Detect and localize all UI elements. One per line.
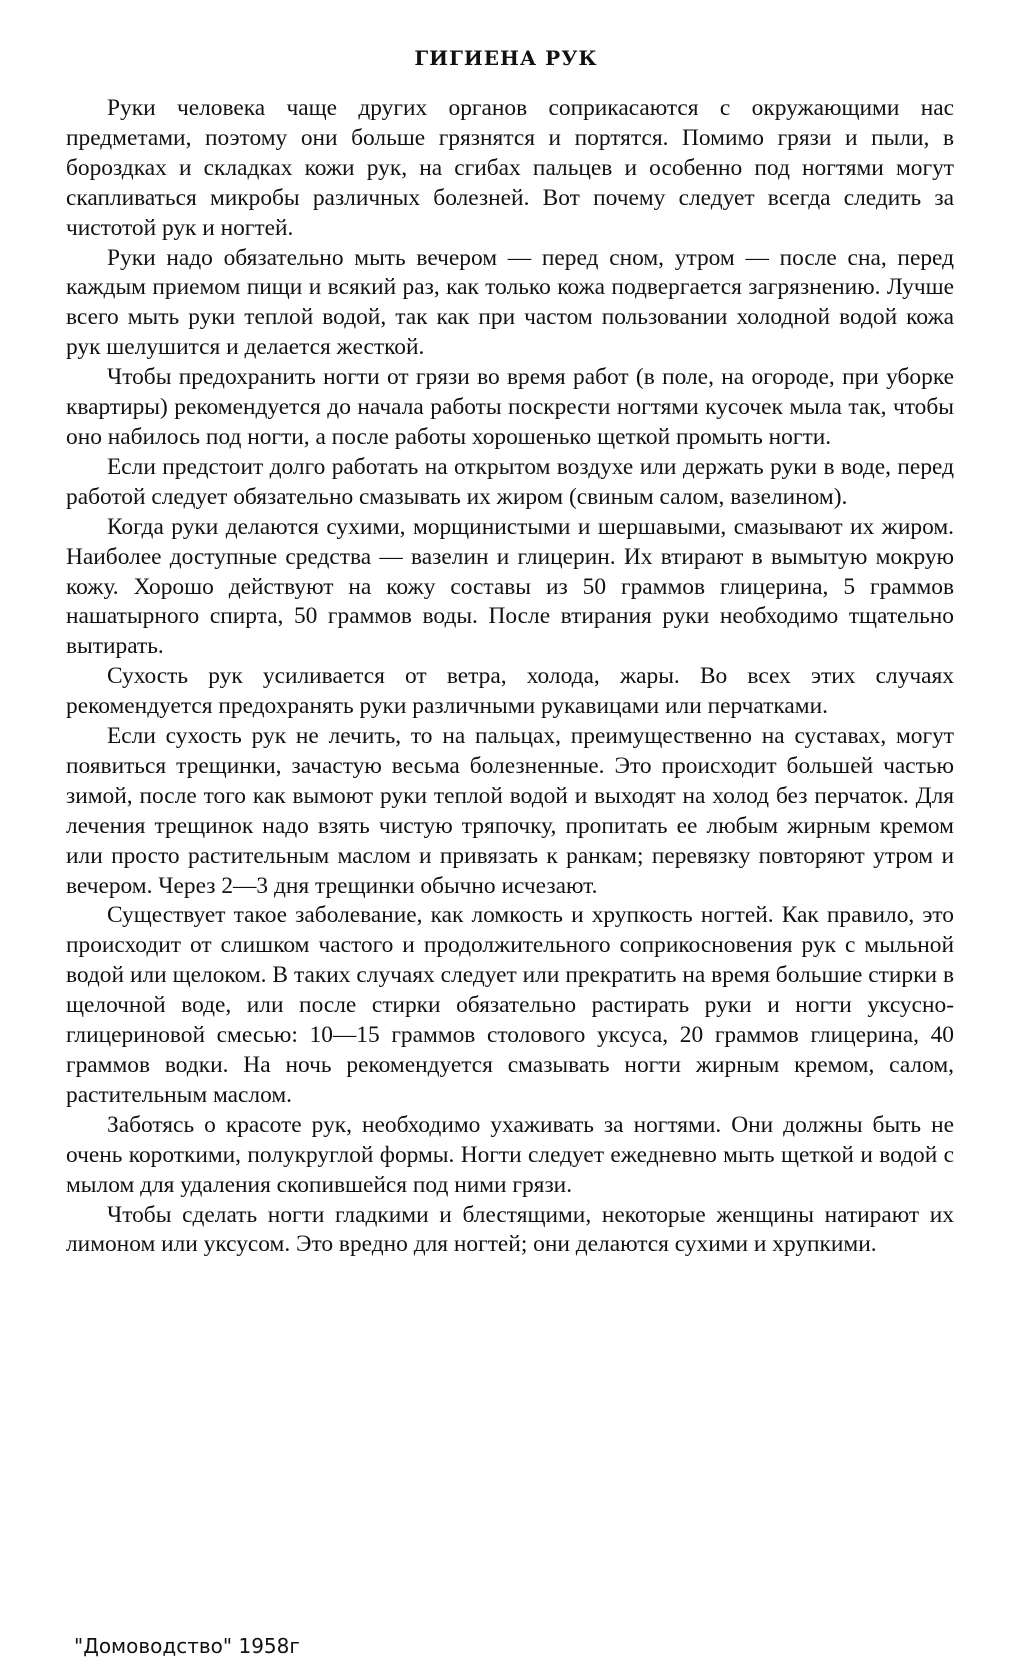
paragraph: Когда руки делаются сухими, морщинистыми и шершавыми, смазывают их жиром. Наиболее доступные средства — вазелин и глицерин. Их втирают в вымытую мокрую кожу. Хорошо действуют на кожу составы из 50 граммов глицерина, 5 граммов нашатырного спирта, 50 граммов воды. После втирания руки необходимо тщательно вытирать. [66, 513, 954, 660]
paragraph: Существует такое заболевание, как ломкость и хрупкость ногтей. Как правило, это происходит от слишком частого и продолжительного соприкосновения рук с мыльной водой или щелоком. В таких случаях следует или прекратить на время большие стирки в щелочной воде, или после стирки обязательно растирать руки и ногти уксусно-глицериновой смесью: 10—15 граммов столового уксуса, 20 граммов глицерина, 40 граммов водки. На ночь рекомендуется смазывать ногти жирным кремом, салом, растительным маслом. [66, 902, 954, 1108]
paragraph: Руки человека чаще других органов соприкасаются с окружающими нас предметами, поэтому они больше грязнятся и портятся. Помимо грязи и пыли, в бороздках и складках кожи рук, на сгибах пальцев и особенно под ногтями могут скапливаться микробы различных болезней. Вот почему следует всегда следить за чистотой рук и ногтей. [66, 95, 954, 241]
document-title: ГИГИЕНА РУК [414, 46, 598, 70]
paragraph: Чтобы сделать ногти гладкими и блестящими, некоторые женщины натирают их лимоном или уксусом. Это вредно для ногтей; они делаются сухими и хрупкими. [66, 1201, 954, 1258]
paragraph: Сухость рук усиливается от ветра, холода, жары. Во всех этих случаях рекомендуется предохранять руки различными рукавицами или перчатками. [66, 663, 954, 720]
paragraph: Чтобы предохранить ногти от грязи во время работ (в поле, на огороде, при уборке квартиры) рекомендуется до начала работы поскрести ногтями кусочек мыла так, чтобы оно набилось под ногти, а после работы хорошенько щеткой промыть ногти. [66, 364, 954, 450]
document-body [66, 94, 954, 1260]
paragraph: Если предстоит долго работать на открытом воздухе или держать руки в воде, перед работой следует обязательно смазывать их жиром (свиным салом, вазелином). [66, 453, 954, 510]
paragraph: Руки надо обязательно мыть вечером — перед сном, утром — после сна, перед каждым приемом пищи и всякий раз, как только кожа подвергается загрязнению. Лучше всего мыть руки теплой водой, так как при частом пользовании холодной водой кожа рук шелушится и делается жесткой. [66, 244, 954, 361]
paragraph: Если сухость рук не лечить, то на пальцах, преимущественно на суставах, могут появиться трещинки, зачастую весьма болезненные. Это происходит большей частью зимой, после того как вымоют руки теплой водой и выходят на холод без перчаток. Для лечения трещинок надо взять чистую тряпочку, пропитать ее любым жирным кремом или просто растительным маслом и привязать к ранкам; перевязку повторяют утром и вечером. Через 2—3 дня трещинки обычно исчезают. [66, 723, 954, 899]
paragraph: Заботясь о красоте рук, необходимо ухаживать за ногтями. Они должны быть не очень короткими, полукруглой формы. Ногти следует ежедневно мыть щеткой и водой с мылом для удаления скопившейся под ними грязи. [66, 1111, 954, 1198]
source-caption: "Домоводство" 1958г [74, 1634, 300, 1658]
